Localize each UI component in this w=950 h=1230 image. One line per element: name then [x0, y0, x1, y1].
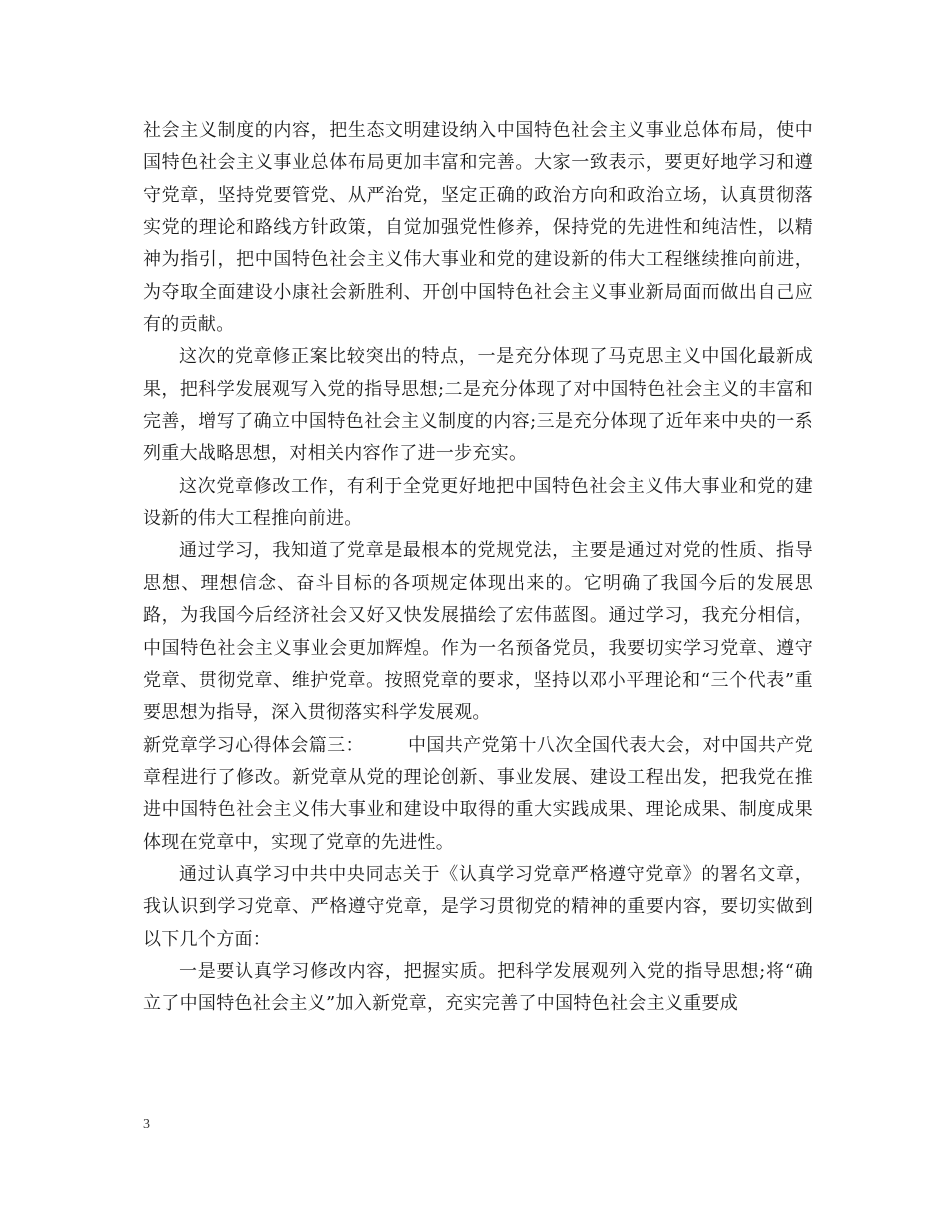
section-heading-body: 中国共产党第十八次全国代表大会，对中国共产党章程进行了修改。新党章从党的理论创新、事业发展、建设工程出发，把我党在推进中国特色社会主义伟大事业和建设中取得的重大实践成果、理论成果、制度成果体现在党章中，实现了党章的先进性。	[143, 734, 813, 853]
paragraph-continuation: 社会主义制度的内容，把生态文明建设纳入中国特色社会主义事业总体布局，使中国特色社会主义事业总体布局更加丰富和完善。大家一致表示，要更好地学习和遵守党章，坚持党要管党、从严治党，坚定正确的政治方向和政治立场，认真贯彻落实党的理论和路线方针政策，自觉加强党性修养，保持党的先进性和纯洁性，以精神为指引，把中国特色社会主义伟大事业和党的建设新的伟大工程继续推向前进，为夺取全面建设小康社会新胜利、开创中国特色社会主义事业新局面而做出自己应有的贡献。	[143, 120, 813, 336]
paragraph-amendment-work: 这次党章修改工作，有利于全党更好地把中国特色社会主义伟大事业和党的建设新的伟大工程推向前进。	[143, 475, 813, 530]
paragraph-amendment-features: 这次的党章修正案比较突出的特点，一是充分体现了马克思主义中国化最新成果，把科学发展观写入党的指导思想;二是充分体现了对中国特色社会主义的丰富和完善，增写了确立中国特色社会主义制度的内容;三是充分体现了近年来中央的一系列重大战略思想，对相关内容作了进一步充实。	[143, 346, 813, 465]
document-body	[143, 115, 813, 1021]
paragraph-point-one: 一是要认真学习修改内容，把握实质。把科学发展观列入党的指导思想;将“确立了中国特色社会主义”加入新党章，充实完善了中国特色社会主义重要成	[143, 960, 813, 1015]
section-heading: 新党章学习心得体会篇三：	[143, 734, 364, 756]
page-number: 3	[143, 1117, 150, 1132]
paragraph-study-insights: 通过学习，我知道了党章是最根本的党规党法，主要是通过对党的性质、指导思想、理想信念、奋斗目标的各项规定体现出来的。它明确了我国今后的发展思路，为我国今后经济社会又好又快发展描绘了宏伟蓝图。通过学习，我充分相信，中国特色社会主义事业会更加辉煌。作为一名预备党员，我要切实学习党章、遵守党章、贯彻党章、维护党章。按照党章的要求，坚持以邓小平理论和“三个代表”重要思想为指导，深入贯彻落实科学发展观。	[143, 540, 813, 724]
section-heading-paragraph	[143, 730, 813, 859]
paragraph-signed-article: 通过认真学习中共中央同志关于《认真学习党章严格遵守党章》的署名文章，我认识到学习党章、严格遵守党章，是学习贯彻党的精神的重要内容，要切实做到以下几个方面：	[143, 863, 813, 950]
